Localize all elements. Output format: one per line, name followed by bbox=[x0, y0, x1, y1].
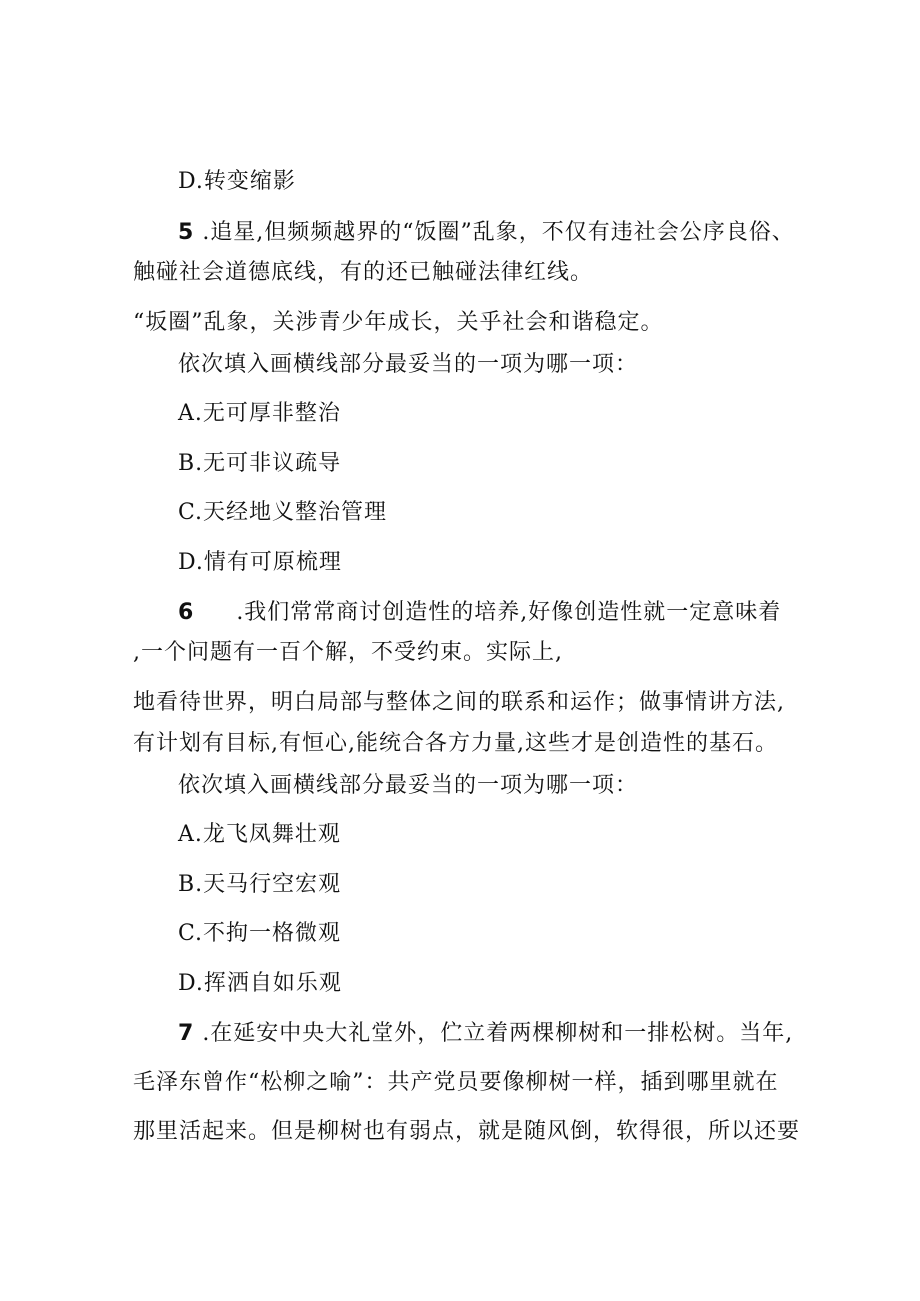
q6-option-b: B.天马行空宏观 bbox=[178, 872, 342, 897]
q7-stem-line3: 那里活起来。但是柳树也有弱点，就是随风倒，软得很，所以还要 bbox=[133, 1119, 801, 1144]
q6-stem-line2: ,一个问题有一百个解，不受约束。实际上, bbox=[133, 640, 563, 665]
q5-stem-line3: “坂圈”乱象，关涉青少年成长，关乎社会和谐稳定。 bbox=[133, 310, 664, 335]
q6-stem-line1 bbox=[178, 598, 781, 628]
q6-stem-line4: 有计划有目标,有恒心,能统合各方力量,这些才是创造性的基石。 bbox=[133, 731, 778, 756]
q6-option-d: D.挥洒自如乐观 bbox=[178, 971, 342, 996]
q6-stem-text1: .我们常常商讨创造性的培养,好像创造性就一定意味着 bbox=[236, 600, 782, 625]
q6-instruction: 依次填入画横线部分最妥当的一项为哪一项： bbox=[178, 773, 639, 798]
q4-option-d: D.转变缩影 bbox=[178, 169, 296, 194]
q7-stem-line2: 毛泽东曾作“松柳之喻”：共产党员要像柳树一样，插到哪里就在 bbox=[133, 1070, 779, 1095]
q7-number: 7 bbox=[178, 1021, 195, 1046]
q7-stem-text1: .在延安中央大礼堂外，伫立着两棵柳树和一排松树。当年, bbox=[202, 1021, 794, 1046]
q6-stem-line3: 地看待世界，明白局部与整体之间的联系和运作；做事情讲方法, bbox=[133, 690, 785, 715]
q5-stem-line1 bbox=[178, 218, 795, 248]
q5-stem-text1: .追星,但频频越界的“饭圈”乱象，不仅有违社会公序良俗、 bbox=[202, 220, 795, 245]
q6-number: 6 bbox=[178, 600, 195, 625]
q5-option-b: B.无可非议疏导 bbox=[178, 451, 342, 476]
q5-instruction: 依次填入画横线部分最妥当的一项为哪一项： bbox=[178, 352, 639, 377]
q5-option-a: A.无可厚非整治 bbox=[178, 401, 341, 426]
q5-stem-line2: 触碰社会道德底线，有的还已触碰法律红线。 bbox=[133, 260, 594, 285]
q5-option-c: C.天经地义整治管理 bbox=[178, 500, 388, 525]
q6-option-a: A.龙飞凤舞壮观 bbox=[178, 822, 341, 847]
q5-option-d: D.情有可原梳理 bbox=[178, 550, 342, 575]
q6-option-c: C.不拘一格微观 bbox=[178, 921, 342, 946]
q7-stem-line1 bbox=[178, 1019, 793, 1049]
q5-number: 5 bbox=[178, 220, 195, 245]
